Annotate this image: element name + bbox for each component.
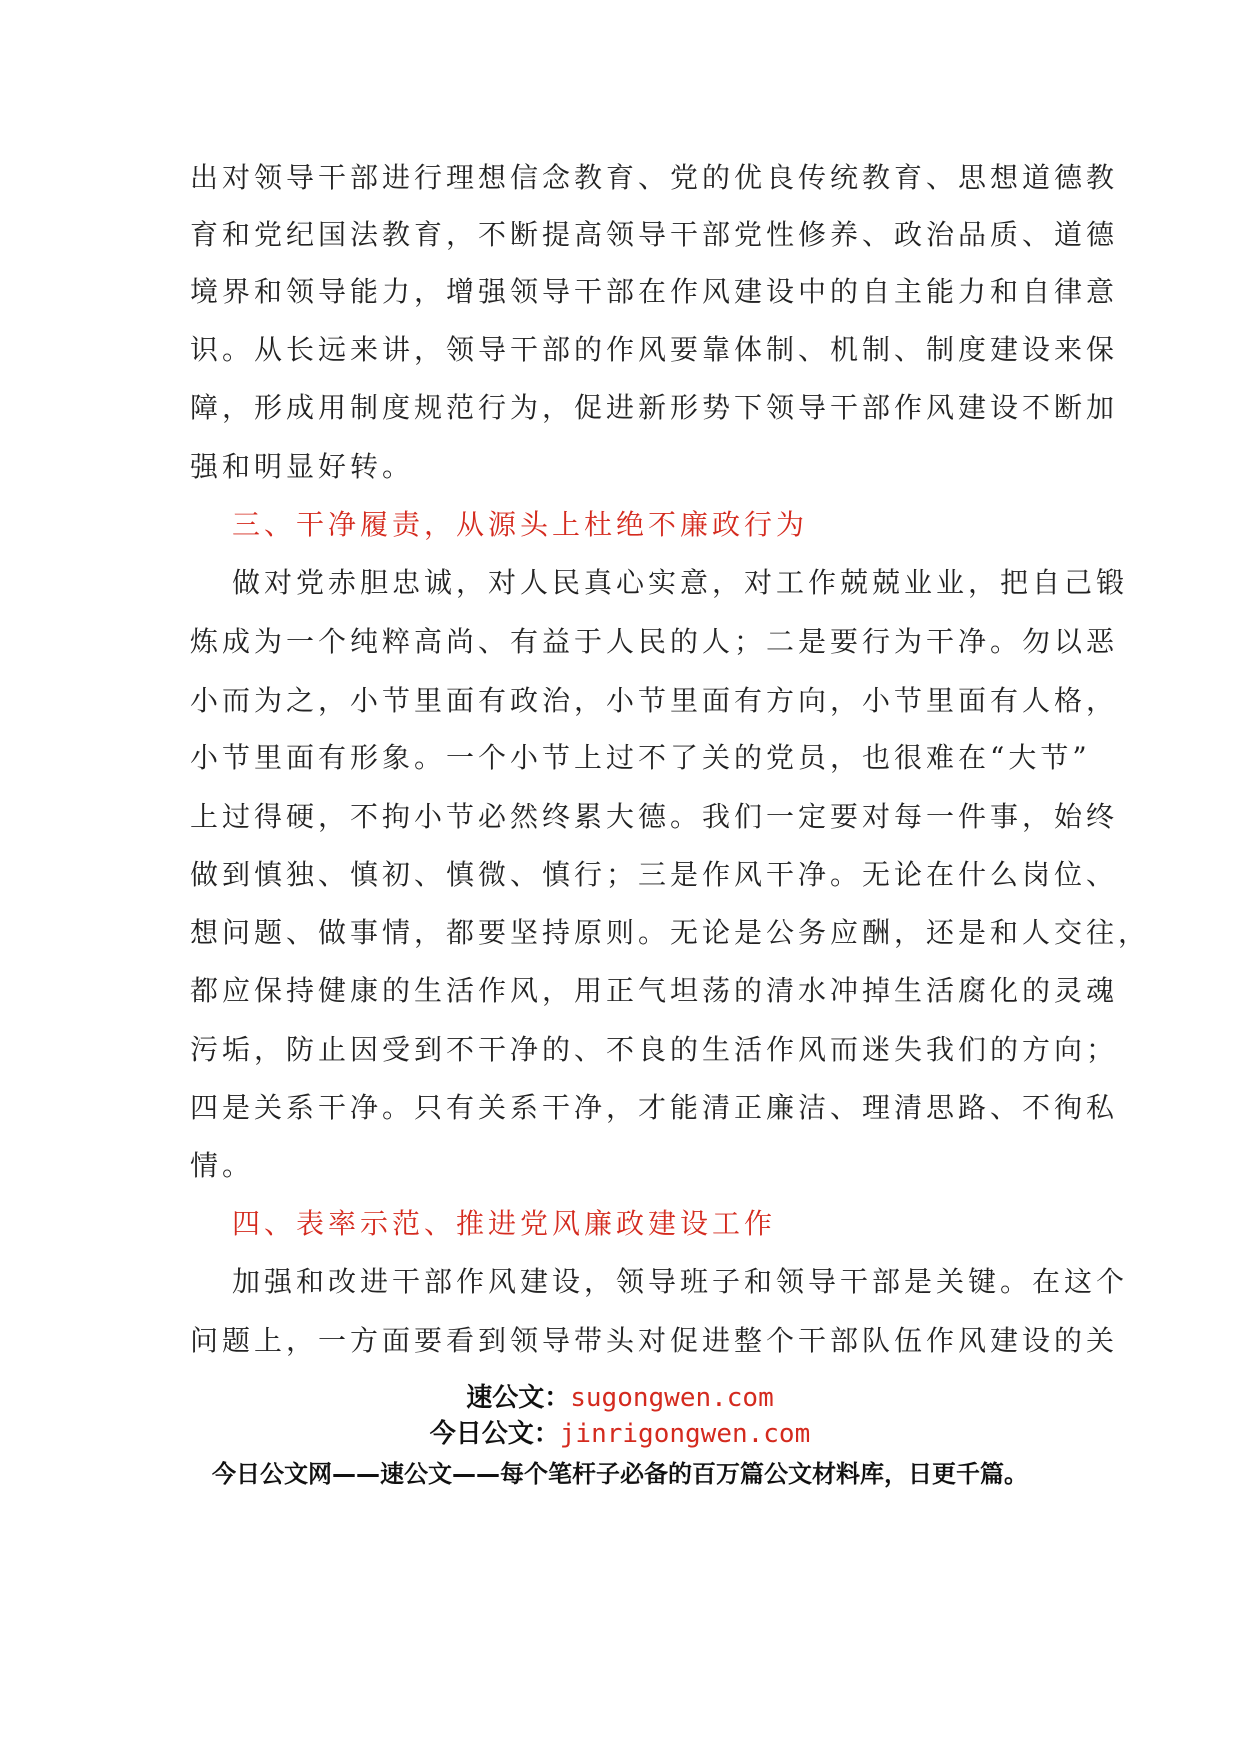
- section-heading-4: 四、表率示范、推进党风廉政建设工作: [232, 1207, 777, 1240]
- footer-slogan: 今日公文网——速公文——每个笔杆子必备的百万篇公文材料库，日更千篇。: [212, 1460, 1028, 1488]
- footer-jinrigongwen: [0, 1416, 1240, 1452]
- body-text-line: 都应保持健康的生活作风，用正气坦荡的清水冲掉生活腐化的灵魂: [190, 974, 1119, 1007]
- body-text-line: 出对领导干部进行理想信念教育、党的优良传统教育、思想道德教: [190, 161, 1119, 194]
- body-text-line: 识。从长远来讲，领导干部的作风要靠体制、机制、制度建设来保: [190, 333, 1119, 366]
- body-text-line: 境界和领导能力，增强领导干部在作风建设中的自主能力和自律意: [190, 275, 1119, 308]
- footer-sugongwen: [0, 1380, 1240, 1416]
- body-text-line: 障，形成用制度规范行为，促进新形势下领导干部作风建设不断加: [190, 391, 1119, 424]
- footer-label: 速公文：: [466, 1383, 571, 1413]
- sugongwen-link[interactable]: sugongwen.com: [570, 1383, 774, 1413]
- jinrigongwen-link[interactable]: jinrigongwen.com: [559, 1419, 811, 1449]
- body-text-line: 小而为之，小节里面有政治，小节里面有方向，小节里面有人格，: [190, 684, 1119, 717]
- body-text-line: 育和党纪国法教育，不断提高领导干部党性修养、政治品质、道德: [190, 218, 1119, 251]
- body-text-line: 做到慎独、慎初、慎微、慎行；三是作风干净。无论在什么岗位、: [190, 858, 1119, 891]
- body-text-line: 小节里面有形象。一个小节上过不了关的党员，也很难在“大节”: [190, 741, 1091, 774]
- footer-label: 今日公文：: [429, 1419, 560, 1449]
- body-text-line: 上过得硬，不拘小节必然终累大德。我们一定要对每一件事，始终: [190, 800, 1119, 833]
- body-text-line: 问题上，一方面要看到领导带头对促进整个干部队伍作风建设的关: [190, 1324, 1119, 1357]
- body-text-line: 做对党赤胆忠诚，对人民真心实意，对工作兢兢业业，把自己锻: [232, 566, 1129, 599]
- body-text-line: 四是关系干净。只有关系干净，才能清正廉洁、理清思路、不徇私: [190, 1091, 1119, 1124]
- body-text-line: 加强和改进干部作风建设，领导班子和领导干部是关键。在这个: [232, 1265, 1129, 1298]
- section-heading-3: 三、干净履责，从源头上杜绝不廉政行为: [232, 508, 809, 541]
- body-text-line: 情。: [190, 1149, 255, 1182]
- body-text-line: 炼成为一个纯粹高尚、有益于人民的人；二是要行为干净。勿以恶: [190, 625, 1119, 658]
- body-text-line: 污垢，防止因受到不干净的、不良的生活作风而迷失我们的方向；: [190, 1033, 1119, 1066]
- body-text-line: 想问题、做事情，都要坚持原则。无论是公务应酬，还是和人交往，: [190, 916, 1151, 949]
- body-text-line: 强和明显好转。: [190, 450, 415, 483]
